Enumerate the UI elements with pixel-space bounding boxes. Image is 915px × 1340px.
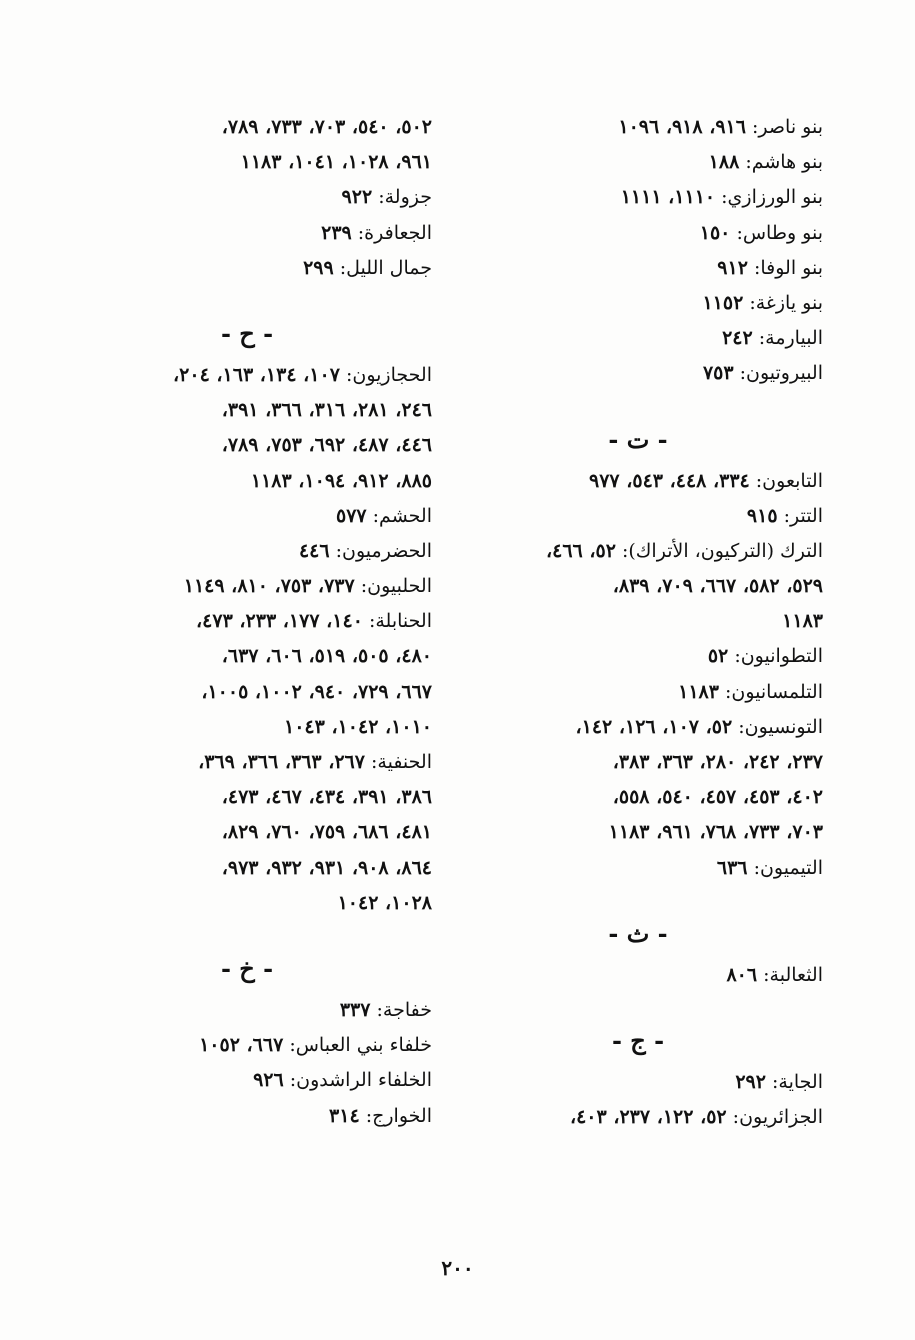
index-entry: بنو ناصر: ٩١٦، ٩١٨، ١٠٩٦: [618, 116, 823, 138]
index-entry-continuation: ٣٨٦، ٣٩١، ٤٣٤، ٤٦٧، ٤٧٣،: [221, 786, 432, 809]
entry-group-ha: [62, 358, 432, 921]
index-entry-continuation: ٤٨٠، ٥٠٥، ٥١٩، ٦٠٦، ٦٣٧،: [221, 645, 432, 668]
index-entry: البيارمة: ٢٤٢: [722, 327, 823, 350]
index-entry-continuation: ٢٤٦، ٢٨١، ٣١٦، ٣٦٦، ٣٩١،: [221, 399, 432, 422]
section-gap: [453, 886, 823, 910]
index-entry: البيروتيون: ٧٥٣: [702, 362, 823, 385]
section-letter-ha: - ح -: [220, 318, 274, 348]
index-entry: الحلبيون: ٧٣٧، ٧٥٣، ٨١٠، ١١٤٩: [183, 575, 432, 598]
index-entry: الجزائريون: ٥٢، ١٢٢، ٢٣٧، ٤٠٣،: [569, 1106, 823, 1129]
index-entry: جمال الليل: ٢٩٩: [303, 256, 432, 279]
index-entry: الحنابلة: ١٤٠، ١٧٧، ٢٣٣، ٤٧٣،: [196, 610, 432, 633]
index-entry-continuation: ٨٦٤، ٩٠٨، ٩٣١، ٩٣٢، ٩٧٣،: [221, 856, 432, 879]
entry-group-ta: [453, 464, 823, 886]
section-letter-kha: - خ -: [220, 953, 274, 983]
index-entry: الجاية: ٢٩٢: [735, 1070, 823, 1093]
index-entry-continuation: ٥٠٢، ٥٤٠، ٧٠٣، ٧٣٣، ٧٨٩،: [221, 116, 432, 138]
index-entry: الخلفاء الراشدون: ٩٢٦: [253, 1069, 432, 1092]
index-entry: التونسيون: ٥٢، ١٠٧، ١٢٦، ١٤٢،: [575, 715, 823, 738]
section-gap: [62, 286, 432, 310]
entry-group-jim-continued: [62, 110, 432, 286]
index-entry: التلمسانيون: ١١٨٣: [678, 680, 823, 703]
index-entry-continuation: ٢٣٧، ٢٤٢، ٢٨٠، ٣٦٣، ٣٨٣،: [612, 751, 823, 773]
index-entry: الحجازيون: ١٠٧، ١٣٤، ١٦٣، ٢٠٤،: [173, 363, 432, 386]
index-entry-continuation: ٤٨١، ٦٨٦، ٧٥٩، ٧٦٠، ٨٢٩،: [221, 821, 432, 844]
index-entry: الخوارج: ٣١٤: [329, 1104, 432, 1127]
index-entry: الثعالبة: ٨٠٦: [726, 963, 823, 986]
index-entry: الجعافرة: ٢٣٩: [321, 221, 432, 244]
index-entry-continuation: ٨٨٥، ٩١٢، ١٠٩٤، ١١٨٣: [250, 469, 432, 492]
entry-group-jim: [453, 1065, 823, 1135]
index-entry-continuation: ٤٤٦، ٤٨٧، ٦٩٢، ٧٥٣، ٧٨٩،: [221, 434, 432, 457]
index-entry-continuation: ١٠٢٨، ١٠٤٢: [337, 891, 432, 914]
index-entry: بنو الورزازي: ١١١٠، ١١١١: [620, 186, 823, 209]
index-entry: خفاجة: ٣٣٧: [339, 998, 432, 1021]
index-entry: بنو وطاس: ١٥٠: [699, 221, 823, 244]
section-letter-jim: - ج -: [611, 1025, 665, 1055]
index-entry: الترك (التركيون، الأتراك): ٥٢، ٤٦٦،: [545, 539, 823, 562]
section-gap: [453, 392, 823, 416]
index-entry: بنو هاشم: ١٨٨: [708, 151, 823, 174]
index-entry-continuation: ٦٦٧، ٧٢٩، ٩٤٠، ١٠٠٢، ١٠٠٥،: [201, 680, 432, 703]
index-entry: خلفاء بني العباس: ٦٦٧، ١٠٥٢: [199, 1034, 432, 1057]
section-letter-tha: - ث -: [608, 918, 668, 948]
section-gap: [62, 921, 432, 945]
index-entry: الحشم: ٥٧٧: [335, 504, 432, 527]
index-entry: التابعون: ٣٣٤، ٤٤٨، ٥٤٣، ٩٧٧: [588, 469, 823, 492]
index-entry-continuation: ٤٠٢، ٤٥٣، ٤٥٧، ٥٤٠، ٥٥٨،: [612, 786, 823, 809]
index-entry: بنو يازغة: ١١٥٢: [702, 291, 823, 314]
index-entry: جزولة: ٩٢٢: [341, 186, 432, 209]
entry-group-kha: [62, 993, 432, 1134]
index-column-right: [453, 110, 823, 1135]
index-entry: التطوانيون: ٥٢: [707, 645, 823, 668]
section-gap: [453, 993, 823, 1017]
index-entry: التيميون: ٦٣٦: [716, 856, 823, 879]
index-entry-continuation: ١١٨٣: [782, 610, 823, 633]
index-entry-continuation: ١٠١٠، ١٠٤٢، ١٠٤٣: [284, 715, 432, 738]
index-entry-continuation: ٧٠٣، ٧٣٣، ٧٦٨، ٩٦١، ١١٨٣: [608, 821, 823, 844]
index-column-left: [62, 110, 432, 1134]
entry-group-banu: [453, 110, 823, 392]
index-entry: الحضرميون: ٤٤٦: [298, 539, 432, 562]
index-entry: الحنفية: ٢٦٧، ٣٦٣، ٣٦٦، ٣٦٩،: [198, 751, 432, 773]
index-entry-continuation: ٩٦١، ١٠٢٨، ١٠٤١، ١١٨٣: [240, 151, 432, 174]
entry-group-tha: [453, 958, 823, 993]
index-entry: التتر: ٩١٥: [746, 504, 823, 527]
index-entry: بنو الوفا: ٩١٢: [717, 256, 823, 279]
section-letter-ta: - ت -: [608, 424, 668, 454]
page-number: ٢٠٠: [441, 1256, 474, 1280]
index-entry-continuation: ٥٢٩، ٥٨٢، ٦٦٧، ٧٠٩، ٨٣٩،: [612, 575, 823, 598]
